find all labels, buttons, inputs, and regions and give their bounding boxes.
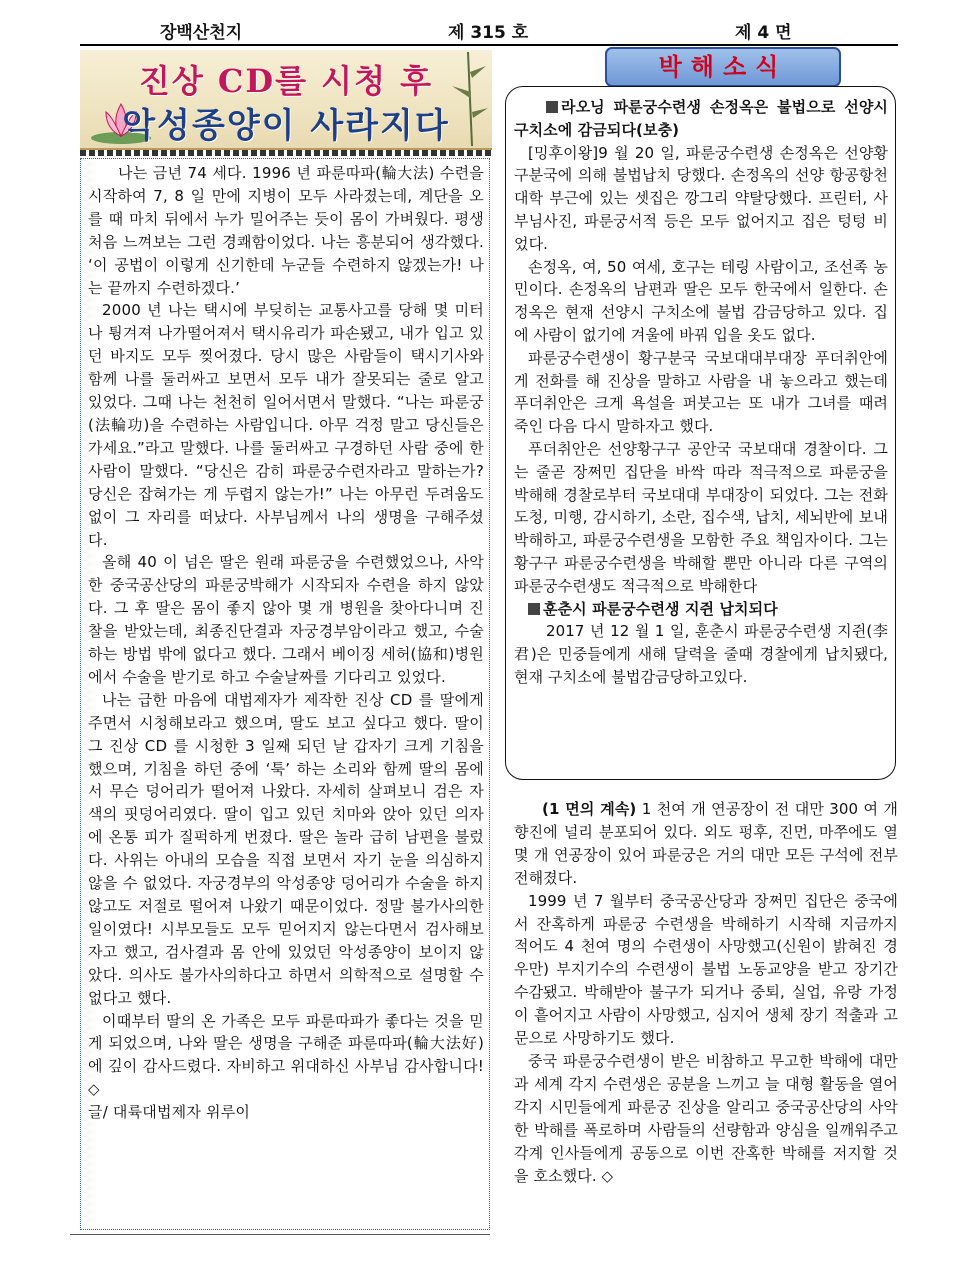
news-paragraph: [밍후이왕]9 월 20 일, 파룬궁수련생 손정옥은 선양황구분국에 의해 불법납치 당했다. 손정옥의 선양 항공항천대학 부근에 있는 셋집은 깡그리 약탈당했다. 프린터, 사부님사진, 파룬궁서적 등은 모두 없어지고 집은 텅텅 비었다. — [514, 143, 888, 253]
square-bullet-icon — [546, 101, 558, 113]
continuation-paragraph: (1 면의 계속) 1 천여 개 연공장이 전 대만 300 여 개 향진에 널리 분포되어 있다. 외도 펑후, 진먼, 마쭈에도 열 몇 개 연공장이 있어 파룬궁은 거의 대만 모든 구석에 전부 전해졌다. — [514, 800, 898, 887]
news-headline: 라오닝 파룬궁수련생 손정옥은 불법으로 선양시 구치소에 감금되다(보충) — [514, 98, 888, 139]
article-author: 글/ 대륙대법제자 위루이 — [88, 1103, 251, 1122]
banner-divider — [80, 150, 492, 156]
article-paragraph: 올해 40 이 넘은 딸은 원래 파룬궁을 수련했었으나, 사악한 중국공산당의 파룬궁박해가 시작되자 수련을 하지 않았다. 그 후 딸은 몸이 좋지 않아 몇 개 병원을 찾아다니며 진찰을 받았는데, 최종진단결과 자궁경부암이라고 했고, 수술하는 방법 밖에 없다고 했다. 그래서 베이징 세허(協和)병원에서 수술을 받기로 하고 수술날짜를 기다리고 있었다. — [88, 553, 484, 686]
article-paragraph: 나는 금년 74 세다. 1996 년 파룬따파(輪大法) 수련을 시작하여 7, 8 일 만에 지병이 모두 사라졌는데, 계단을 오를 때 마치 뒤에서 누가 밀어주는 듯이 몸이 가벼웠다. 평생 처음 느껴보는 그런 경쾌함이었다. 나는 흥분되어 생각했다. ‘이 공법이 이렇게 신기한데 누군들 수련하지 않겠는가! 나는 끝까지 수련하겠다.’ — [88, 164, 484, 297]
left-article — [88, 162, 484, 1124]
continuation-label: (1 면의 계속) — [542, 800, 637, 818]
bottom-rule — [70, 1234, 490, 1235]
continuation-article — [514, 798, 898, 1187]
continuation-paragraph: 중국 파룬궁수련생이 받은 비참하고 무고한 박해에 대만과 세계 각지 수련생은 공분을 느끼고 늘 대형 활동을 열어 각지 시민들에게 파룬궁 진상을 알리고 중국공산당의 사악한 박해를 폭로하며 사람들의 선량함과 양심을 일깨워주고 각계 인사들에게 공동으로 이번 잔혹한 박해를 저지할 것을 호소했다. ◇ — [514, 1051, 898, 1185]
publication-name: 장백산천지 — [160, 23, 243, 43]
article-paragraph: 나는 급한 마음에 대법제자가 제작한 진상 CD 를 딸에게 주면서 시청해보라고 했으며, 딸도 보고 싶다고 했다. 딸이 그 진상 CD 를 시청한 3 일째 되던 날 갑자기 크게 기침을 했으며, 기침을 하던 중에 ‘툭’ 하는 소리와 함께 딸의 몸에서 무슨 덩어리가 떨어져 나왔다. 자세히 살펴보니 검은 자색의 핏덩어리였다. 딸이 입고 있던 치마와 앉아 있던 의자에 온통 피가 질퍽하게 번졌다. 딸은 놀라 급히 남편을 불렀다. 사위는 아내의 모습을 직접 보면서 자기 눈을 의심하지 않을 수 없었다. 자궁경부의 악성종양 덩어리가 수술을 하지 않고도 저절로 떨어져 나왔기 때문이었다. 정말 불가사의한 일이였다! 시부모들도 모두 믿어지지 않는다면서 검사해보자고 했고, 검사결과 몸 안에 있었던 악성종양이 보이지 않았다. 의사도 불가사의하다고 하면서 의학적으로 설명할 수 없다고 했다. — [88, 690, 484, 1007]
page-number: 제 4 면 — [735, 23, 792, 43]
news-paragraph: 푸더취안은 선양황구구 공안국 국보대대 경찰이다. 그는 줄곧 장쩌민 집단을 바싹 따라 적극적으로 파룬궁을 박해해 경찰로부터 국보대대 부대장이 되었다. 그는 전화도청, 미행, 감시하기, 소란, 집수색, 납치, 세뇌반에 보내 박해하고, 파룬궁수련생을 모함한 주요 책임자이다. 그는 황구구 파룬궁수련생을 박해할 뿐만 아니라 다른 구역의 파룬궁수련생도 적극적으로 박해한다 — [514, 439, 888, 595]
article-paragraph: 이때부터 딸의 온 가족은 모두 파룬따파가 좋다는 것을 믿게 되었으며, 나와 딸은 생명을 구해준 파룬따파(輪大法好)에 깊이 감사드렸다. 자비하고 위대하신 사부님 감사합니다! ◇ — [88, 1011, 484, 1099]
news-section — [514, 96, 888, 689]
square-bullet-icon — [528, 603, 540, 615]
news-paragraph: 손정옥, 여, 50 여세, 호구는 테링 사람이고, 조선족 농민이다. 손정옥의 남편과 딸은 모두 한국에서 일한다. 손정옥은 현재 선양시 구치소에 불법 감금당하고 있다. 집에 사람이 없기에 겨울에 바꿔 입을 옷도 없다. — [514, 257, 888, 344]
news-paragraph: 2017 년 12 월 1 일, 훈춘시 파룬궁수련생 지쥔(李君)은 민중들에게 새해 달력을 줄때 경찰에게 납치됐다,현재 구치소에 불법감금당하고있다. — [514, 622, 888, 686]
banner-title-line2: 악성종양이 사라지다 — [122, 106, 450, 146]
news-headline: 훈춘시 파룬궁수련생 지쥔 납치되다 — [514, 598, 888, 621]
continuation-paragraph: 1999 년 7 월부터 중국공산당과 장쩌민 집단은 중국에서 잔혹하게 파룬궁 수련생을 박해하기 시작해 지금까지 적어도 4 천여 명의 수련생이 사망했고(신원이 밝혀진 경우만) 부지기수의 수련생이 불법 노동교양을 받고 장기간 수감됐고. 박해받아 불구가 되거나 중퇴, 실업, 유랑 가정이 흩어지고 사람이 사망했고, 심지어 생체 장기 적출과 고문으로 사망하기도 했다. — [514, 891, 898, 1048]
banner-title-line1: 진상 CD를 시청 후 — [138, 62, 434, 100]
section-title-tab: 박해소식 — [605, 47, 841, 87]
article-banner — [80, 50, 492, 150]
issue-number: 제 315 호 — [448, 23, 529, 43]
news-paragraph: 파룬궁수련생이 황구분국 국보대대부대장 푸더취안에게 전화를 해 진상을 말하고 사람을 내 놓으라고 했는데 푸더취안은 크게 욕설을 퍼붓고는 또 내가 그녀를 때려 죽인 다음 다시 말하자고 했다. — [514, 348, 888, 436]
header-rule — [80, 44, 898, 46]
article-paragraph: 2000 년 나는 택시에 부딪히는 교통사고를 당해 몇 미터나 튕겨져 나가떨어져서 택시유리가 파손됐고, 내가 입고 있던 바지도 모두 찢어졌다. 당시 많은 사람들이 택시기사와 함께 나를 둘러싸고 보면서 모두 내가 잘못되는 줄로 알고 있었다. 그때 나는 천천히 일어서면서 말했다. “나는 파룬궁(法輪功)을 수련하는 사람입니다. 아무 걱정 말고 당신들은 가세요.”라고 말했다. 나를 둘러싸고 구경하던 사람 중에 한 사람이 말했다. “당신은 감히 파룬궁수련자라고 말하는가? 당신은 잡혀가는 게 두렵지 않는가!” 나는 아무런 두려움도 없이 그 자리를 떠났다. 사부님께서 나의 생명을 구해주셨다. — [88, 301, 484, 549]
